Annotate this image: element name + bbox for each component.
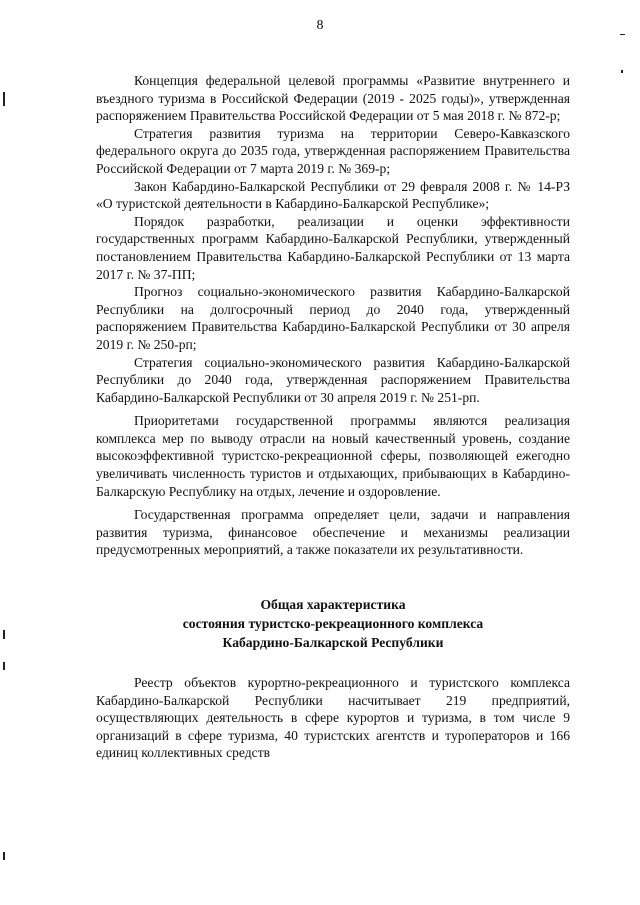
section-heading-line-2: состояния туристско-рекреационного комплекса bbox=[182, 616, 484, 632]
document-body bbox=[96, 72, 570, 762]
paragraph-forecast: Прогноз социально-экономического развития Кабардино-Балкарской Республики на долгосрочный период до 2040 года, утвержденный распоряжением Правительства Кабардино-Балкарской Республики от 30 апреля 2019 г. № 250-рп; bbox=[96, 284, 570, 352]
paragraph-priorities: Приоритетами государственной программы являются реализация комплекса мер по выводу отрасли на новый качественный уровень, создание высокоэффективной туристско-рекреационной сферы, позволяющей ежегодно увеличивать численность туристов и отдыхающих, прибывающих в Кабардино-Балкарскую Республику на отдых, лечение и оздоровление. bbox=[96, 413, 570, 499]
scan-mark-left-2 bbox=[3, 630, 5, 639]
paragraph-strategy-kbr: Стратегия социально-экономического развития Кабардино-Балкарской Республики до 2040 года, утвержденная распоряжением Правительства Кабардино-Балкарской Республики от 30 апреля 2019 г. № 251-рп. bbox=[96, 354, 570, 405]
scan-mark-left-3 bbox=[3, 662, 5, 670]
section-heading-line-3: Кабардино-Балкарской Республики bbox=[222, 635, 444, 651]
paragraph-registry: Реестр объектов курортно-рекреационного и туристского комплекса Кабардино-Балкарской Республики насчитывает 219 предприятий, осуществляющих деятельность в сфере курортов и туризма, в том числе 9 организаций в сфере туризма, 40 туристских агентств и туроператоров и 166 единиц коллективных средств bbox=[96, 675, 570, 761]
paragraph-law: Закон Кабардино-Балкарской Республики от 29 февраля 2008 г. № 14-РЗ «О туристской деятельности в Кабардино-Балкарской Республике»; bbox=[96, 178, 570, 212]
paragraph-strategy-skfo: Стратегия развития туризма на территории Северо-Кавказского федерального округа до 2035 года, утвержденная распоряжением Правительства Российской Федерации от 7 марта 2019 г. № 369-р; bbox=[96, 125, 570, 176]
paragraph-concept: Концепция федеральной целевой программы «Развитие внутреннего и въездного туризма в Российской Федерации (2019 - 2025 годы)», утвержденная распоряжением Правительства Российской Федерации от 5 мая 2018 г. № 872-р; bbox=[96, 73, 570, 124]
section-heading-line-1: Общая характеристика bbox=[260, 597, 406, 613]
scan-mark-left-1 bbox=[3, 92, 5, 106]
paragraph-procedure: Порядок разработки, реализации и оценки эффективности государственных программ Кабардино-Балкарской Республики, утвержденный постановлением Правительства Кабардино-Балкарской Республики от 13 марта 2017 г. № 37-ПП; bbox=[96, 213, 570, 282]
section-heading bbox=[96, 595, 570, 652]
paragraph-program-goals: Государственная программа определяет цели, задачи и направления развития туризма, финансовое обеспечение и механизмы реализации предусмотренных мероприятий, а также показатели их результативности. bbox=[96, 507, 570, 558]
page-number: 8 bbox=[316, 18, 324, 33]
scan-mark-right-2 bbox=[621, 70, 623, 73]
scan-mark-left-4 bbox=[3, 852, 5, 860]
scan-mark-right-1 bbox=[620, 34, 625, 35]
